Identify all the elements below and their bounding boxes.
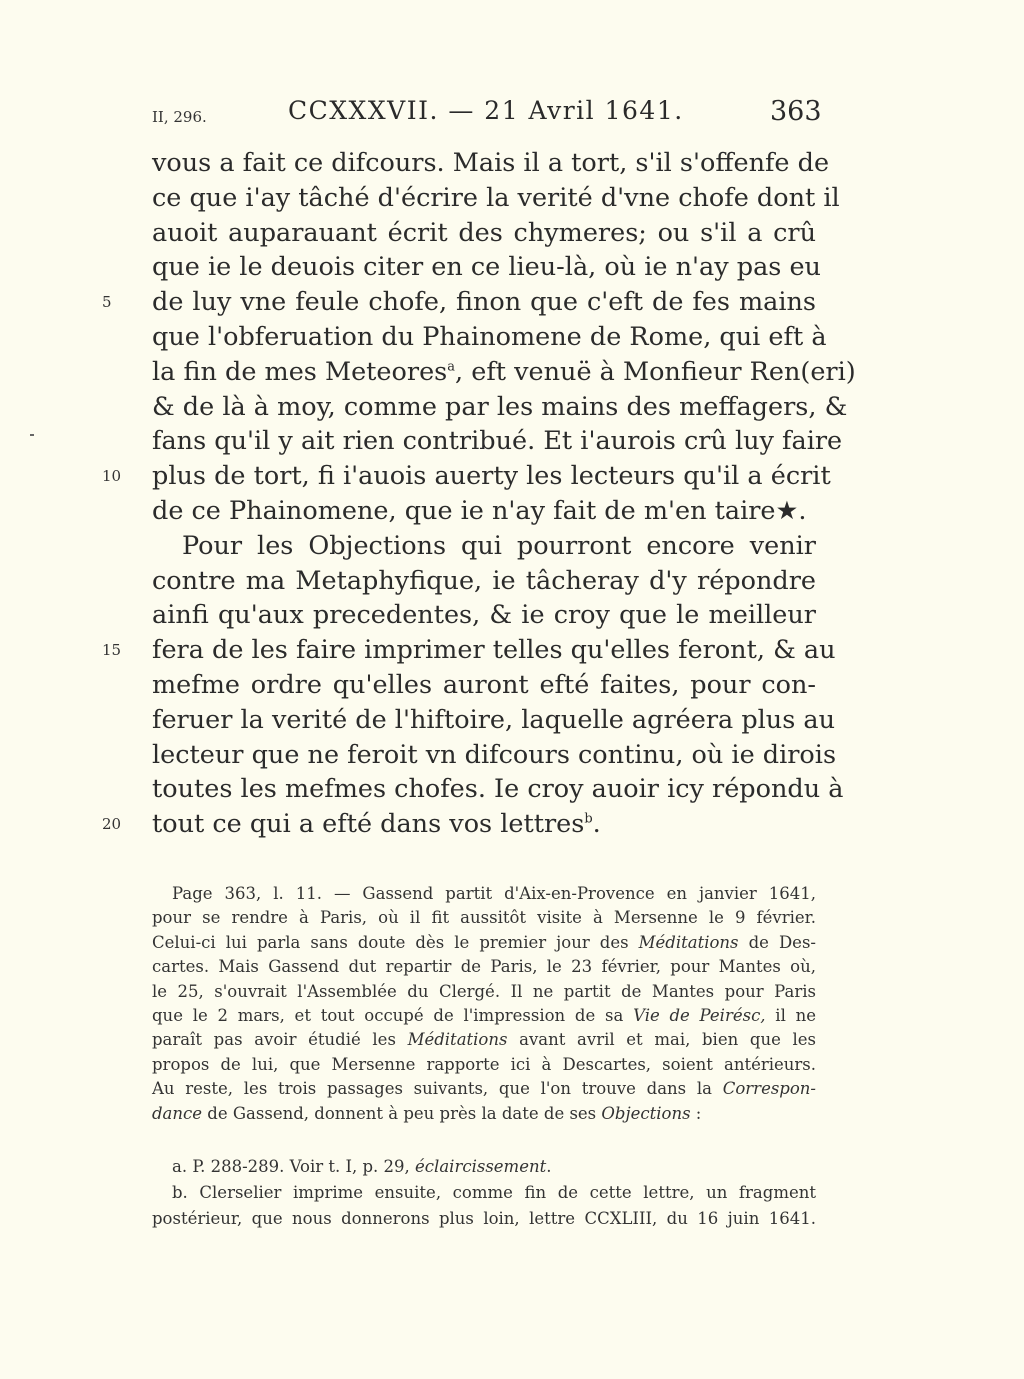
text-line bbox=[152, 216, 816, 251]
commentary-line: cartes. Mais Gassend dut repartir de Paris, le 23 février, pour Mantes où, bbox=[152, 957, 816, 977]
line-text: de ce Phainomene, que ie n'ay fait de m'en taire★. bbox=[152, 495, 807, 526]
line-text-after: . bbox=[592, 809, 601, 840]
text-line bbox=[152, 390, 848, 425]
main-text bbox=[102, 146, 856, 842]
page-number: 363 bbox=[770, 96, 822, 127]
text-line bbox=[152, 424, 843, 459]
commentary-line: Celui-ci lui parla sans doute dès le premier jour des Méditations de Des- bbox=[152, 932, 816, 952]
commentary-line: le 25, s'ouvrait l'Assemblée du Clergé. Il ne partit de Mantes pour Paris bbox=[152, 981, 816, 1001]
text-line bbox=[102, 459, 831, 494]
footnote-marker: b bbox=[584, 811, 593, 827]
line-text: mefme ordre qu'elles auront efté faites, pour con- bbox=[152, 669, 816, 700]
text-line bbox=[152, 703, 836, 738]
text-line bbox=[152, 494, 816, 529]
footnote-line: a. P. 288-289. Voir t. I, p. 29, éclaircissement. bbox=[172, 1157, 552, 1176]
line-text: que ie le deuois citer en ce lieu-là, où ie n'ay pas eu bbox=[152, 252, 821, 283]
line-text: que l'obferuation du Phainomene de Rome, qui eft à bbox=[152, 321, 827, 352]
header-title: CCXXXVII. — 21 Avril 1641. bbox=[288, 96, 684, 125]
commentary-line: que le 2 mars, et tout occupé de l'impression de sa Vie de Peirésc, il ne bbox=[152, 1005, 816, 1025]
line-text: ce que i'ay tâché d'écrire la verité d'vne chofe dont il bbox=[152, 182, 840, 213]
line-text: Pour les Objections qui pourront encore venir bbox=[182, 530, 816, 561]
running-header bbox=[0, 96, 1024, 136]
commentary-line: propos de lui, que Mersenne rapporte ici à Descartes, soient antérieurs. bbox=[152, 1054, 816, 1074]
text-line bbox=[152, 529, 816, 564]
footnote-marker: a bbox=[447, 359, 456, 375]
text-line bbox=[102, 633, 836, 668]
line-text: fera de les faire imprimer telles qu'elles feront, & au bbox=[152, 635, 836, 666]
line-number: 15 bbox=[102, 641, 122, 660]
line-text: ainfi qu'aux precedentes, & ie croy que le meilleur bbox=[152, 600, 816, 631]
line-text: lecteur que ne feroit vn difcours continu, où ie dirois bbox=[152, 739, 837, 770]
text-line bbox=[152, 320, 827, 355]
line-text: la fin de mes Meteores bbox=[152, 356, 448, 387]
commentary-line: Page 363, l. 11. — Gassend partit d'Aix-en-Provence en janvier 1641, bbox=[172, 884, 816, 903]
line-text: vous a fait ce difcours. Mais il a tort, s'il s'offenfe de bbox=[152, 148, 830, 178]
commentary-line: pour se rendre à Paris, où il fit aussitôt visite à Mersenne le 9 février. bbox=[152, 908, 816, 928]
text-line bbox=[152, 146, 830, 181]
commentary-line: dance de Gassend, donnent à peu près la date de ses Objections : bbox=[152, 1103, 702, 1123]
text-line bbox=[152, 772, 844, 807]
text-line bbox=[152, 668, 816, 703]
header-reference: II, 296. bbox=[152, 108, 207, 126]
commentary-line: paraît pas avoir étudié les Méditations avant avril et mai, bien que les bbox=[152, 1030, 816, 1050]
line-text-after: , eft venuë à Monfieur Ren(eri) bbox=[455, 356, 856, 387]
text-line bbox=[152, 598, 816, 633]
text-line bbox=[152, 564, 816, 599]
text-line bbox=[152, 181, 840, 216]
footnote-line: b. Clerselier imprime ensuite, comme fin de cette lettre, un fragment bbox=[172, 1183, 816, 1202]
line-text: fans qu'il y ait rien contribué. Et i'aurois crû luy faire bbox=[152, 426, 843, 457]
line-text: de luy vne feule chofe, finon que c'eft de fes mains bbox=[152, 287, 816, 318]
text-line bbox=[102, 807, 816, 842]
line-number: 10 bbox=[102, 467, 122, 486]
line-text: plus de tort, fi i'auois auerty les lecteurs qu'il a écrit bbox=[152, 461, 831, 492]
text-line bbox=[102, 285, 816, 320]
line-text: tout ce qui a efté dans vos lettres bbox=[152, 809, 585, 840]
line-text: auoit auparauant écrit des chymeres; ou s'il a crû bbox=[152, 217, 816, 248]
commentary-line: Au reste, les trois passages suivants, que l'on trouve dans la Correspon- bbox=[152, 1079, 816, 1099]
line-text: contre ma Metaphyfique, ie tâcheray d'y répondre bbox=[152, 565, 816, 596]
footnotes bbox=[152, 1154, 816, 1232]
margin-mark bbox=[30, 434, 34, 436]
text-line bbox=[152, 250, 821, 285]
line-text: feruer la verité de l'hiftoire, laquelle agréera plus au bbox=[152, 704, 836, 735]
line-text: toutes les mefmes chofes. Ie croy auoir icy répondu à bbox=[152, 774, 844, 805]
commentary-note bbox=[152, 882, 816, 1126]
line-number: 20 bbox=[102, 815, 122, 834]
footnote-line: postérieur, que nous donnerons plus loin, lettre CCXLIII, du 16 juin 1641. bbox=[152, 1209, 816, 1228]
line-number: 5 bbox=[102, 293, 112, 312]
line-text: & de là à moy, comme par les mains des meffagers, & bbox=[152, 391, 848, 422]
text-line bbox=[152, 355, 856, 390]
text-line bbox=[152, 738, 837, 773]
